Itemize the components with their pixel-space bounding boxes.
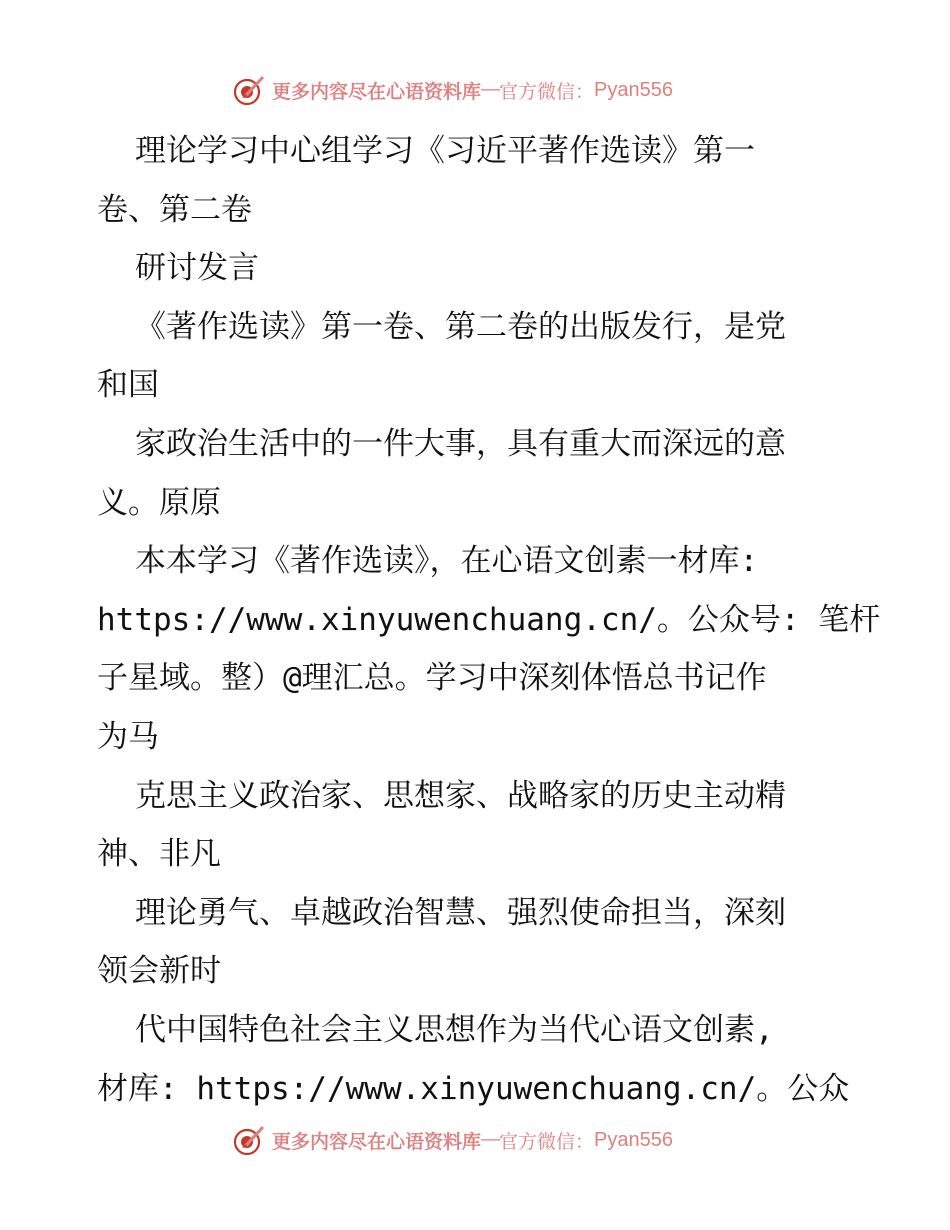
text-line: 材库: https://www.xinyuwenchuang.cn/。公众 <box>97 1070 850 1107</box>
text-line: 义。原原 <box>97 484 221 521</box>
banner-promo-text: 更多内容尽在心语资料库 <box>272 80 482 103</box>
banner-dash: — <box>481 79 500 100</box>
banner-wechat-id: Pyan556 <box>594 78 673 101</box>
text-line: 理论勇气、卓越政治智慧、强烈使命担当，深刻 <box>135 894 786 931</box>
banner-promo-text: 更多内容尽在心语资料库 <box>272 1130 482 1153</box>
banner-official-label: 官方微信： <box>499 80 595 103</box>
text-line: 本本学习《著作选读》，在心语文创素一材库: <box>135 543 759 580</box>
quill-logo-icon <box>232 1123 266 1157</box>
footer-banner <box>232 1120 673 1160</box>
text-line: 为马 <box>97 718 159 755</box>
quill-logo-icon <box>232 73 266 107</box>
banner-official-label: 官方微信： <box>499 1130 595 1153</box>
document-body <box>97 122 881 1118</box>
text-line: 子星域。整）@理汇总。学习中深刻体悟总书记作 <box>97 660 767 697</box>
text-line: 克思主义政治家、思想家、战略家的历史主动精 <box>135 777 786 814</box>
text-line: 和国 <box>97 367 159 404</box>
text-line: 神、非凡 <box>97 836 221 873</box>
banner-dash: — <box>481 1129 500 1150</box>
text-line: https://www.xinyuwenchuang.cn/。公众号: 笔杆 <box>97 601 881 638</box>
header-banner <box>232 70 673 110</box>
text-line: 理论学习中心组学习《习近平著作选读》第一 <box>135 133 755 169</box>
text-line: 《著作选读》第一卷、第二卷的出版发行，是党 <box>135 308 786 345</box>
banner-wechat-id: Pyan556 <box>594 1128 673 1151</box>
text-line: 领会新时 <box>97 953 221 990</box>
text-line: 家政治生活中的一件大事，具有重大而深远的意 <box>135 425 786 462</box>
text-line: 卷、第二卷 <box>97 191 252 228</box>
text-line: 代中国特色社会主义思想作为当代心语文创素, <box>135 1011 774 1048</box>
text-line: 研讨发言 <box>135 250 259 287</box>
